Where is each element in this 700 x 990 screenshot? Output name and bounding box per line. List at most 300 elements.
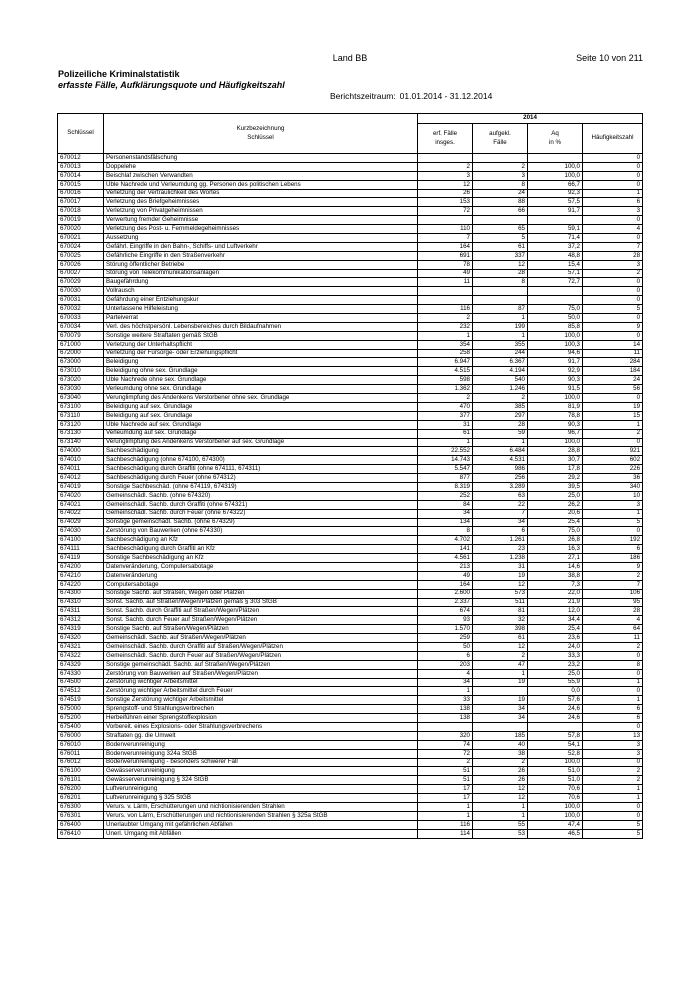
cell-solved: 19: [473, 696, 528, 705]
cell-key: 674021: [58, 500, 104, 509]
cell-key: 673120: [58, 420, 104, 429]
cell-aq: 92,3: [528, 189, 583, 198]
cell-cases: 49: [418, 571, 473, 580]
table-row: [58, 394, 643, 403]
cell-key: 674312: [58, 616, 104, 625]
cell-frequency: 9: [583, 562, 643, 571]
cell-cases: [418, 154, 473, 163]
cell-key: 673130: [58, 429, 104, 438]
cell-aq: 96,7: [528, 429, 583, 438]
table-row: [58, 278, 643, 287]
table-row: [58, 518, 643, 527]
cell-description: Straftaten gg. die Umwelt: [104, 731, 418, 740]
reporting-period: [330, 91, 492, 101]
table-row: [58, 660, 643, 669]
cell-cases: 470: [418, 402, 473, 411]
cell-frequency: 7: [583, 580, 643, 589]
cell-solved: [473, 287, 528, 296]
cell-cases: 22.552: [418, 447, 473, 456]
cell-solved: 32: [473, 616, 528, 625]
cell-frequency: 0: [583, 287, 643, 296]
report-title: Polizeiliche Kriminalstatistik: [58, 69, 180, 79]
cell-solved: 28: [473, 420, 528, 429]
cell-cases: 17: [418, 794, 473, 803]
cell-frequency: 15: [583, 411, 643, 420]
cell-key: 674319: [58, 625, 104, 634]
cell-frequency: 11: [583, 349, 643, 358]
table-row: [58, 803, 643, 812]
cell-frequency: 0: [583, 803, 643, 812]
cell-cases: 34: [418, 509, 473, 518]
cell-aq: 24,6: [528, 714, 583, 723]
cell-solved: 19: [473, 678, 528, 687]
cell-description: Gefährliche Eingriffe in den Straßenverkehr: [104, 251, 418, 260]
cell-aq: 100,0: [528, 803, 583, 812]
table-row: [58, 251, 643, 260]
table-row: [58, 554, 643, 563]
cell-description: Sachbeschädigung durch Feuer (ohne 674312): [104, 474, 418, 483]
cell-cases: 232: [418, 322, 473, 331]
period-value: 01.01.2014 - 31.12.2014: [399, 91, 493, 101]
cell-frequency: 0: [583, 296, 643, 305]
cell-description: Herbeiführen einer Sprengstoffexplosion: [104, 714, 418, 723]
table-row: [58, 785, 643, 794]
cell-key: 674330: [58, 669, 104, 678]
cell-frequency: 3: [583, 260, 643, 269]
cell-frequency: 0: [583, 216, 643, 225]
table-row: [58, 500, 643, 509]
cell-aq: 0,0: [528, 687, 583, 696]
cell-cases: 110: [418, 225, 473, 234]
cell-description: Verletzung der Fürsorge- oder Erziehungspflicht: [104, 349, 418, 358]
cell-solved: 1.261: [473, 536, 528, 545]
cell-frequency: 2: [583, 429, 643, 438]
cell-key: 670020: [58, 225, 104, 234]
cell-description: Unterlassene Hilfeleistung: [104, 305, 418, 314]
cell-aq: [528, 216, 583, 225]
cell-solved: 8: [473, 180, 528, 189]
col-header-cases-line2: insges.: [435, 139, 455, 146]
cell-frequency: 7: [583, 242, 643, 251]
table-row: [58, 171, 643, 180]
cell-description: Verletzung von Privatgeheimnissen: [104, 207, 418, 216]
cell-cases: 141: [418, 545, 473, 554]
cell-aq: 51,0: [528, 767, 583, 776]
cell-solved: 185: [473, 731, 528, 740]
table-row: [58, 634, 643, 643]
cell-aq: 16,3: [528, 545, 583, 554]
table-row: [58, 269, 643, 278]
table-row: [58, 376, 643, 385]
cell-key: 674022: [58, 509, 104, 518]
cell-cases: 33: [418, 696, 473, 705]
cell-solved: 4.194: [473, 367, 528, 376]
cell-description: Störung von Telekommunikationsanlagen: [104, 269, 418, 278]
cell-aq: 28,8: [528, 447, 583, 456]
cell-frequency: 1: [583, 420, 643, 429]
cell-description: Unerlaubter Umgang mit gefährlichen Abfällen: [104, 820, 418, 829]
cell-description: Gefährdung einer Entziehungskur: [104, 296, 418, 305]
cell-key: 676100: [58, 767, 104, 776]
cell-aq: 100,0: [528, 438, 583, 447]
cell-cases: [418, 296, 473, 305]
cell-solved: 53: [473, 829, 528, 838]
cell-key: 670030: [58, 287, 104, 296]
cell-cases: 49: [418, 269, 473, 278]
cell-aq: 57,1: [528, 269, 583, 278]
cell-frequency: 13: [583, 731, 643, 740]
cell-aq: 75,0: [528, 305, 583, 314]
cell-key: 673030: [58, 385, 104, 394]
cell-key: 674300: [58, 589, 104, 598]
cell-key: 674519: [58, 696, 104, 705]
cell-aq: 33,3: [528, 651, 583, 660]
table-row: [58, 349, 643, 358]
cell-key: 670033: [58, 314, 104, 323]
cell-solved: 34: [473, 518, 528, 527]
cell-solved: 2: [473, 651, 528, 660]
cell-key: 674200: [58, 562, 104, 571]
cell-key: 674020: [58, 491, 104, 500]
table-row: [58, 180, 643, 189]
cell-description: Bodenverunreinigung: [104, 740, 418, 749]
table-row: [58, 385, 643, 394]
col-header-description-line2: Schlüssel: [247, 134, 274, 141]
cell-description: Sonst. Sachb. auf Straßen/Wegen/Plätzen gemäß § 303 StGB: [104, 598, 418, 607]
table-row: [58, 305, 643, 314]
cell-key: 673010: [58, 367, 104, 376]
cell-description: Bodenverunreinigung - besonders schwerer Fall: [104, 758, 418, 767]
cell-key: 673020: [58, 376, 104, 385]
cell-frequency: 340: [583, 482, 643, 491]
cell-aq: 27,1: [528, 554, 583, 563]
cell-aq: 22,0: [528, 589, 583, 598]
cell-cases: 354: [418, 340, 473, 349]
cell-solved: 511: [473, 598, 528, 607]
cell-aq: 85,8: [528, 322, 583, 331]
cell-description: Unerl. Umgang mit Abfällen: [104, 829, 418, 838]
cell-description: Sachbeschädigung durch Graffiti an Kfz: [104, 545, 418, 554]
cell-solved: 3: [473, 171, 528, 180]
table-row: [58, 225, 643, 234]
cell-cases: 1: [418, 438, 473, 447]
cell-aq: 94,6: [528, 349, 583, 358]
cell-key: 670017: [58, 198, 104, 207]
cell-cases: 116: [418, 820, 473, 829]
cell-description: Zerstörung wichtiger Arbeitsmittel: [104, 678, 418, 687]
cell-aq: 55,9: [528, 678, 583, 687]
cell-aq: 50,0: [528, 314, 583, 323]
cell-key: 670021: [58, 234, 104, 243]
table-row: [58, 198, 643, 207]
cell-aq: 25,0: [528, 491, 583, 500]
land-label: Land BB: [332, 53, 368, 63]
cell-cases: 84: [418, 500, 473, 509]
cell-frequency: 5: [583, 820, 643, 829]
cell-aq: 23,6: [528, 634, 583, 643]
cell-aq: 100,0: [528, 331, 583, 340]
cell-cases: 61: [418, 429, 473, 438]
table-row: [58, 607, 643, 616]
cell-key: 673100: [58, 402, 104, 411]
cell-solved: 1: [473, 811, 528, 820]
cell-frequency: 2: [583, 269, 643, 278]
cell-key: 674010: [58, 456, 104, 465]
cell-aq: 7,3: [528, 580, 583, 589]
cell-frequency: 64: [583, 625, 643, 634]
cell-aq: 100,0: [528, 171, 583, 180]
cell-frequency: 0: [583, 331, 643, 340]
cell-aq: 92,9: [528, 367, 583, 376]
cell-frequency: 10: [583, 491, 643, 500]
cell-solved: 573: [473, 589, 528, 598]
table-row: [58, 420, 643, 429]
cell-cases: 1.570: [418, 625, 473, 634]
cell-solved: 26: [473, 767, 528, 776]
table-body: [58, 154, 643, 839]
cell-description: Zerstörung von Bauwerken auf Straßen/Wegen/Plätzen: [104, 669, 418, 678]
cell-solved: 337: [473, 251, 528, 260]
cell-cases: 5.547: [418, 465, 473, 474]
cell-solved: 59: [473, 429, 528, 438]
cell-cases: 4.561: [418, 554, 473, 563]
cell-description: Personenstandsfälschung: [104, 154, 418, 163]
cell-aq: 100,3: [528, 340, 583, 349]
cell-cases: 213: [418, 562, 473, 571]
cell-aq: 90,3: [528, 420, 583, 429]
cell-frequency: 602: [583, 456, 643, 465]
cell-aq: 47,4: [528, 820, 583, 829]
col-header-description: [104, 114, 418, 154]
cell-key: 670015: [58, 180, 104, 189]
table-row: [58, 296, 643, 305]
cell-key: 674030: [58, 527, 104, 536]
cell-description: Verl. des höchstpersönl. Lebensbereiches durch Bildaufnahmen: [104, 322, 418, 331]
cell-aq: 91,7: [528, 358, 583, 367]
cell-frequency: 19: [583, 402, 643, 411]
cell-key: 674321: [58, 642, 104, 651]
cell-aq: 100,0: [528, 811, 583, 820]
cell-frequency: 3: [583, 740, 643, 749]
cell-description: Verleumdung ohne sex. Grundlage: [104, 385, 418, 394]
cell-solved: [473, 687, 528, 696]
cell-solved: 61: [473, 634, 528, 643]
cell-aq: 23,2: [528, 660, 583, 669]
cell-solved: 199: [473, 322, 528, 331]
cell-cases: 877: [418, 474, 473, 483]
table-row: [58, 465, 643, 474]
cell-solved: 47: [473, 660, 528, 669]
cell-cases: 51: [418, 776, 473, 785]
cell-key: 676101: [58, 776, 104, 785]
cell-description: Sprengstoff- und Strahlungsverbrechen: [104, 705, 418, 714]
cell-cases: 2.337: [418, 598, 473, 607]
cell-frequency: 0: [583, 154, 643, 163]
cell-frequency: 24: [583, 376, 643, 385]
cell-aq: [528, 296, 583, 305]
cell-description: Vollrausch: [104, 287, 418, 296]
cell-description: Bodenverunreinigung 324a StGB: [104, 749, 418, 758]
table-row: [58, 731, 643, 740]
cell-aq: 54,1: [528, 740, 583, 749]
cell-aq: 57,8: [528, 731, 583, 740]
cell-aq: 17,8: [528, 465, 583, 474]
cell-cases: 1.362: [418, 385, 473, 394]
cell-description: Datenveränderung, Computersabotage: [104, 562, 418, 571]
cell-aq: [528, 154, 583, 163]
cell-description: Sonstige Sachbeschädigung an Kfz: [104, 554, 418, 563]
cell-aq: 91,7: [528, 207, 583, 216]
cell-solved: 34: [473, 705, 528, 714]
cell-frequency: 0: [583, 314, 643, 323]
cell-cases: 14.743: [418, 456, 473, 465]
cell-frequency: 3: [583, 500, 643, 509]
cell-frequency: 4: [583, 225, 643, 234]
cell-frequency: 1: [583, 189, 643, 198]
table-row: [58, 189, 643, 198]
cell-key: 676010: [58, 740, 104, 749]
col-header-aq-line1: Aq: [551, 129, 559, 137]
cell-key: 676000: [58, 731, 104, 740]
cell-cases: 134: [418, 518, 473, 527]
col-header-aq: [528, 124, 583, 154]
cell-solved: 63: [473, 491, 528, 500]
cell-frequency: 0: [583, 687, 643, 696]
cell-cases: 674: [418, 607, 473, 616]
cell-solved: 2: [473, 758, 528, 767]
cell-frequency: 3: [583, 749, 643, 758]
cell-solved: [473, 216, 528, 225]
cell-key: 675000: [58, 705, 104, 714]
col-header-cases-line1: erf. Fälle: [432, 129, 458, 137]
cell-frequency: 1: [583, 696, 643, 705]
cell-frequency: 0: [583, 278, 643, 287]
cell-aq: 70,6: [528, 794, 583, 803]
cell-description: Gemeinschädl. Sachb. auf Straßen/Wegen/Plätzen: [104, 634, 418, 643]
cell-aq: 24,6: [528, 705, 583, 714]
cell-key: 674320: [58, 634, 104, 643]
cell-cases: 3: [418, 171, 473, 180]
cell-description: Verletzung des Post- u. Fernmeldegeheimnisses: [104, 225, 418, 234]
cell-description: Störung öffentlicher Betriebe: [104, 260, 418, 269]
cell-solved: 88: [473, 198, 528, 207]
cell-cases: 17: [418, 785, 473, 794]
cell-key: 670079: [58, 331, 104, 340]
cell-key: 670025: [58, 251, 104, 260]
cell-description: Beleidigung ohne sex. Grundlage: [104, 367, 418, 376]
cell-description: Gemeinschädl. Sachb. (ohne 674320): [104, 491, 418, 500]
cell-solved: 1.246: [473, 385, 528, 394]
cell-frequency: 284: [583, 358, 643, 367]
cell-solved: 297: [473, 411, 528, 420]
table-row: [58, 314, 643, 323]
cell-description: Verletzung des Briefgeheimnisses: [104, 198, 418, 207]
cell-solved: 28: [473, 269, 528, 278]
cell-frequency: 1: [583, 785, 643, 794]
cell-description: Zerstörung wichtiger Arbeitsmittel durch Feuer: [104, 687, 418, 696]
cell-frequency: 4: [583, 616, 643, 625]
cell-cases: [418, 287, 473, 296]
cell-description: Gemeinschädl. Sachb. durch Graffiti (ohne 674321): [104, 500, 418, 509]
cell-aq: 57,5: [528, 198, 583, 207]
cell-description: Sachbeschädigung (ohne 674100, 674300): [104, 456, 418, 465]
table-row: [58, 776, 643, 785]
cell-description: Computersabotage: [104, 580, 418, 589]
table-row: [58, 322, 643, 331]
table-row: [58, 723, 643, 732]
cell-frequency: 28: [583, 607, 643, 616]
cell-solved: 34: [473, 714, 528, 723]
cell-solved: 540: [473, 376, 528, 385]
cell-frequency: 95: [583, 598, 643, 607]
table-row: [58, 216, 643, 225]
col-header-description-line1: Kurzbezeichnung: [236, 124, 285, 132]
cell-key: 676012: [58, 758, 104, 767]
cell-key: 674310: [58, 598, 104, 607]
cell-key: 676201: [58, 794, 104, 803]
cell-cases: 78: [418, 260, 473, 269]
cell-aq: 70,6: [528, 785, 583, 794]
cell-description: Sonstige Zerstörung wichtiger Arbeitsmittel: [104, 696, 418, 705]
cell-description: Sonstige gemeinschädl. Sachb. (ohne 674329): [104, 518, 418, 527]
cell-key: 670013: [58, 162, 104, 171]
cell-description: Sonst. Sachb. durch Graffiti auf Straßen/Wegen/Plätzen: [104, 607, 418, 616]
cell-aq: 59,1: [528, 225, 583, 234]
cell-key: 674100: [58, 536, 104, 545]
cell-aq: 21,9: [528, 598, 583, 607]
cell-key: 670032: [58, 305, 104, 314]
cell-description: Luftverunreinigung § 325 StGB: [104, 794, 418, 803]
table-row: [58, 696, 643, 705]
cell-aq: 100,0: [528, 758, 583, 767]
cell-aq: 39,5: [528, 482, 583, 491]
table-row: [58, 580, 643, 589]
cell-aq: 26,2: [528, 500, 583, 509]
cell-frequency: 184: [583, 367, 643, 376]
cell-solved: 31: [473, 562, 528, 571]
cell-key: 674000: [58, 447, 104, 456]
cell-aq: 66,7: [528, 180, 583, 189]
table-row: [58, 491, 643, 500]
table-row: [58, 260, 643, 269]
cell-cases: 2: [418, 394, 473, 403]
cell-cases: 2: [418, 758, 473, 767]
cell-solved: 385: [473, 402, 528, 411]
table-row: [58, 154, 643, 163]
cell-description: Gewässerverunreinigung: [104, 767, 418, 776]
cell-aq: 75,0: [528, 527, 583, 536]
cell-description: Gemeinschädl. Sachb. durch Feuer (ohne 674322): [104, 509, 418, 518]
cell-frequency: 1: [583, 678, 643, 687]
cell-key: 673000: [58, 358, 104, 367]
cell-description: Zerstörung von Bauwerken (ohne 674330): [104, 527, 418, 536]
cell-key: 670029: [58, 278, 104, 287]
cell-frequency: 2: [583, 767, 643, 776]
table-row: [58, 474, 643, 483]
table-row: [58, 625, 643, 634]
cell-frequency: 5: [583, 518, 643, 527]
cell-cases: 12: [418, 180, 473, 189]
table-row: [58, 562, 643, 571]
cell-solved: 2: [473, 162, 528, 171]
cell-frequency: 106: [583, 589, 643, 598]
cell-aq: [528, 287, 583, 296]
cell-frequency: 6: [583, 705, 643, 714]
cell-cases: 72: [418, 207, 473, 216]
cell-aq: 15,4: [528, 260, 583, 269]
cell-frequency: 9: [583, 322, 643, 331]
cell-cases: 50: [418, 642, 473, 651]
